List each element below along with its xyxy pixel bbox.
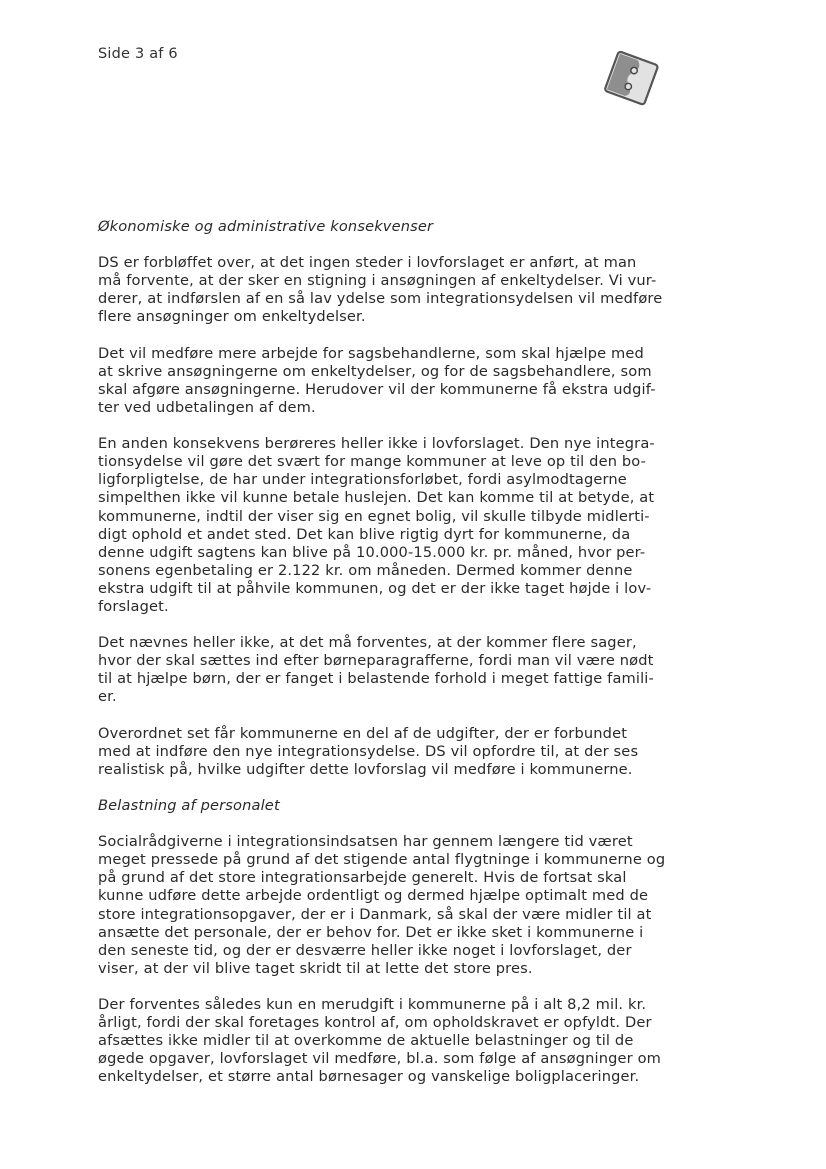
- text-line: kommunerne, indtil der viser sig en egnet bolig, vil skulle tilbyde midlerti-: [98, 507, 650, 525]
- text-line: årligt, fordi der skal foretages kontrol af, om opholdskravet er opfyldt. Der: [98, 1014, 652, 1032]
- text-line: ansætte det personale, der er behov for. Det er ikke sket i kommunerne i: [98, 923, 644, 941]
- paragraph: [98, 725, 638, 779]
- text-line: enkeltydelser, et større antal børnesager og vanskelige boligplaceringer.: [98, 1068, 640, 1086]
- text-line: ter ved udbetalingen af dem.: [98, 398, 316, 416]
- text-line: flere ansøgninger om enkeltydelser.: [98, 308, 366, 326]
- text-line: må forvente, at der sker en stigning i ansøgningen af enkeltydelser. Vi vur-: [98, 272, 657, 290]
- text-line: ligforpligtelse, de har under integrationsforløbet, fordi asylmodtagerne: [98, 471, 627, 489]
- text-line: Overordnet set får kommunerne en del af de udgifter, der er forbundet: [98, 724, 628, 742]
- text-line: skal afgøre ansøgningerne. Herudover vil der kommunerne få ekstra udgif-: [98, 380, 656, 398]
- text-line: at skrive ansøgningerne om enkeltydelser, og for de sagsbehandlere, som: [98, 362, 652, 380]
- text-line: ekstra udgift til at påhvile kommunen, og det er der ikke taget højde i lov-: [98, 579, 652, 597]
- text-line: Der forventes således kun en merudgift i kommunerne på i alt 8,2 mil. kr.: [98, 996, 647, 1014]
- page-number: Side 3 af 6: [98, 46, 178, 62]
- text-line: denne udgift sagtens kan blive på 10.000-15.000 kr. pr. måned, hvor per-: [98, 543, 646, 561]
- text-line: Det vil medføre mere arbejde for sagsbehandlerne, som skal hjælpe med: [98, 344, 644, 362]
- text-line: hvor der skal sættes ind efter børneparagrafferne, fordi man vil være nødt: [98, 652, 654, 670]
- text-line: DS er forbløffet over, at det ingen steder i lovforslaget er anført, at man: [98, 254, 637, 272]
- text-line: meget pressede på grund af det stigende antal flygtninge i kommunerne og: [98, 851, 666, 869]
- text-line: med at indføre den nye integrationsydelse. DS vil opfordre til, at der ses: [98, 742, 639, 760]
- text-line: Socialrådgiverne i integrationsindsatsen har gennem længere tid været: [98, 833, 633, 851]
- text-line: til at hjælpe børn, der er fanget i belastende forhold i meget fattige famili-: [98, 670, 654, 688]
- paragraph: [98, 996, 662, 1086]
- section-heading: Økonomiske og administrative konsekvenser: [98, 218, 434, 235]
- text-line: viser, at der vil blive taget skridt til at lette det store pres.: [98, 959, 533, 977]
- paragraph: [98, 254, 663, 326]
- text-line: forslaget.: [98, 597, 169, 615]
- text-line: digt ophold et andet sted. Det kan blive rigtig dyrt for kommunerne, da: [98, 525, 631, 543]
- text-line: sonens egenbetaling er 2.122 kr. om måneden. Dermed kommer denne: [98, 561, 633, 579]
- text-line: derer, at indførslen af en så lav ydelse som integrationsydelsen vil medføre: [98, 290, 663, 308]
- text-line: Det nævnes heller ikke, at det må forventes, at der kommer flere sager,: [98, 634, 637, 652]
- text-line: er.: [98, 688, 117, 706]
- text-line: afsættes ikke midler til at overkomme de aktuelle belastninger og til de: [98, 1032, 634, 1050]
- ds-logo-icon: [598, 48, 664, 110]
- text-line: tionsydelse vil gøre det svært for mange kommuner at leve op til den bo-: [98, 453, 647, 471]
- document-body: [98, 218, 666, 1105]
- paragraph: [98, 634, 654, 706]
- text-line: øgede opgaver, lovforslaget vil medføre, bl.a. som følge af ansøgninger om: [98, 1050, 662, 1068]
- paragraph: [98, 833, 666, 978]
- text-line: kunne udføre dette arbejde ordentligt og dermed hjælpe optimalt med de: [98, 887, 649, 905]
- paragraph: [98, 435, 655, 616]
- text-line: på grund af det store integrationsarbejde generelt. Hvis de fortsat skal: [98, 869, 627, 887]
- text-line: simpelthen ikke vil kunne betale huslejen. Det kan komme til at betyde, at: [98, 489, 655, 507]
- text-line: realistisk på, hvilke udgifter dette lovforslag vil medføre i kommunerne.: [98, 760, 633, 778]
- text-line: store integrationsopgaver, der er i Danmark, så skal der være midler til at: [98, 905, 652, 923]
- text-line: En anden konsekvens berøreres heller ikke i lovforslaget. Den nye integra-: [98, 435, 655, 453]
- paragraph: [98, 344, 656, 417]
- text-line: den seneste tid, og der er desværre heller ikke noget i lovforslaget, der: [98, 941, 632, 959]
- section-heading: Belastning af personalet: [98, 797, 280, 814]
